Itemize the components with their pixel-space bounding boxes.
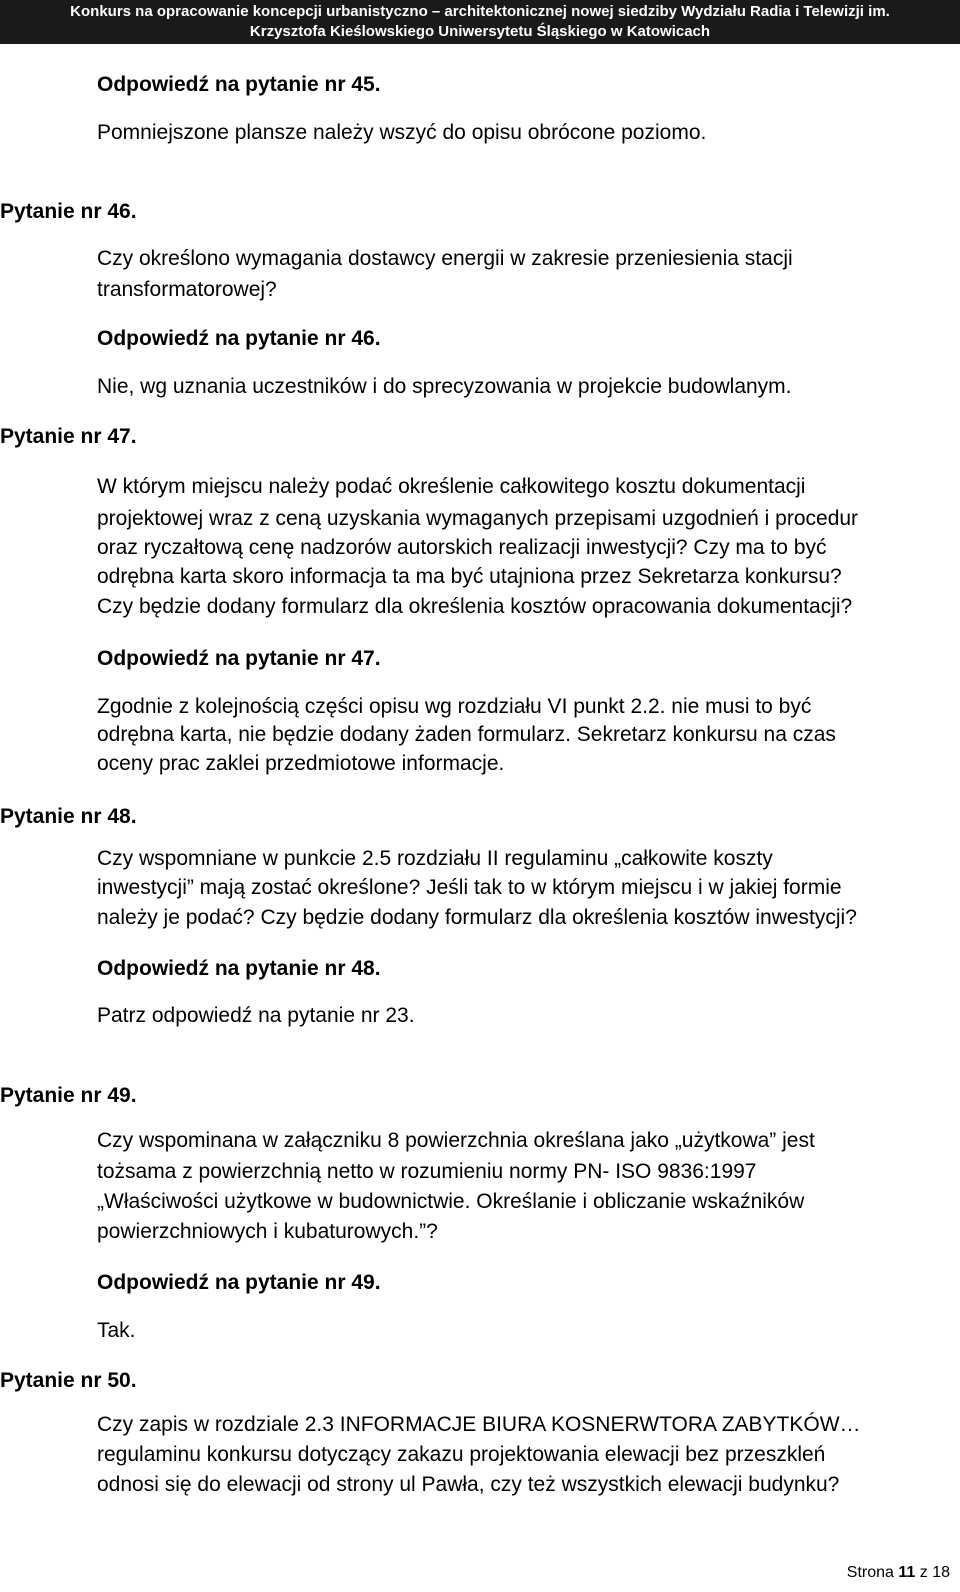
question-50-line-1: Czy zapis w rozdziale 2.3 INFORMACJE BIURA KOSNERWTORA ZABYTKÓW… bbox=[97, 1413, 861, 1436]
answer-49-heading: Odpowiedź na pytanie nr 49. bbox=[97, 1271, 381, 1294]
answer-47-line-3: oceny prac zaklei przedmiotowe informacje. bbox=[97, 752, 505, 775]
question-49-label: Pytanie nr 49. bbox=[0, 1084, 137, 1107]
question-50-label: Pytanie nr 50. bbox=[0, 1369, 137, 1392]
question-47-line-1: W którym miejscu należy podać określenie całkowitego kosztu dokumentacji bbox=[97, 475, 806, 498]
question-47-label: Pytanie nr 47. bbox=[0, 425, 137, 448]
footer-page-number: 11 bbox=[898, 1564, 916, 1581]
document-header bbox=[0, 0, 960, 44]
question-49-line-2: tożsama z powierzchnią netto w rozumieniu normy PN- ISO 9836:1997 bbox=[97, 1160, 757, 1183]
question-48-line-1: Czy wspomniane w punkcie 2.5 rozdziału II regulaminu „całkowite koszty bbox=[97, 847, 773, 870]
header-line-1: Konkurs na opracowanie koncepcji urbanistyczno – architektonicznej nowej siedziby Wydziału Radia i Telewizji im. bbox=[70, 3, 890, 20]
question-49-line-1: Czy wspominana w załączniku 8 powierzchnia określana jako „użytkowa” jest bbox=[97, 1129, 815, 1152]
answer-47-heading: Odpowiedź na pytanie nr 47. bbox=[97, 647, 381, 670]
question-47-line-5: Czy będzie dodany formularz dla określenia kosztów opracowania dokumentacji? bbox=[97, 595, 853, 618]
question-46-label: Pytanie nr 46. bbox=[0, 200, 137, 223]
answer-49-text: Tak. bbox=[97, 1319, 136, 1342]
footer-total-pages: 18 bbox=[932, 1564, 950, 1581]
question-48-line-2: inwestycji” mają zostać określone? Jeśli tak to w którym miejscu i w jakiej formie bbox=[97, 876, 842, 899]
answer-48-text: Patrz odpowiedź na pytanie nr 23. bbox=[97, 1004, 415, 1027]
answer-46-text: Nie, wg uznania uczestników i do sprecyzowania w projekcie budowlanym. bbox=[97, 375, 792, 398]
answer-45-text: Pomniejszone plansze należy wszyć do opisu obrócone poziomo. bbox=[97, 121, 707, 144]
question-47-line-4: odrębna karta skoro informacja ta ma być utajniona przez Sekretarza konkursu? bbox=[97, 565, 842, 588]
footer-prefix: Strona bbox=[846, 1564, 894, 1581]
question-48-line-3: należy je podać? Czy będzie dodany formularz dla określenia kosztów inwestycji? bbox=[97, 906, 857, 929]
answer-46-heading: Odpowiedź na pytanie nr 46. bbox=[97, 327, 381, 350]
question-46-line-1: Czy określono wymagania dostawcy energii w zakresie przeniesienia stacji bbox=[97, 247, 793, 270]
question-47-line-2: projektowej wraz z ceną uzyskania wymaganych przepisami uzgodnień i procedur bbox=[97, 507, 859, 530]
answer-45-heading: Odpowiedź na pytanie nr 45. bbox=[97, 73, 381, 96]
question-50-line-2: regulaminu konkursu dotyczący zakazu projektowania elewacji bez przeszkleń bbox=[97, 1443, 826, 1466]
answer-47-line-1: Zgodnie z kolejnością części opisu wg rozdziału VI punkt 2.2. nie musi to być bbox=[97, 695, 812, 718]
footer-separator: z bbox=[919, 1564, 928, 1581]
answer-48-heading: Odpowiedź na pytanie nr 48. bbox=[97, 957, 381, 980]
question-48-label: Pytanie nr 48. bbox=[0, 805, 137, 828]
question-49-line-4: powierzchniowych i kubaturowych.”? bbox=[97, 1220, 438, 1243]
header-line-2: Krzysztofa Kieślowskiego Uniwersytetu Śląskiego w Katowicach bbox=[249, 23, 711, 40]
question-46-line-2: transformatorowej? bbox=[97, 278, 277, 301]
question-49-line-3: „Właściwości użytkowe w budownictwie. Określanie i obliczanie wskaźników bbox=[97, 1190, 805, 1213]
question-50-line-3: odnosi się do elewacji od strony ul Pawła, czy też wszystkich elewacji budynku? bbox=[97, 1473, 840, 1496]
answer-47-line-2: odrębna karta, nie będzie dodany żaden formularz. Sekretarz konkursu na czas bbox=[97, 723, 836, 746]
question-47-line-3: oraz ryczałtową cenę nadzorów autorskich realizacji inwestycji? Czy ma to być bbox=[97, 536, 827, 559]
page-footer bbox=[847, 1563, 950, 1583]
